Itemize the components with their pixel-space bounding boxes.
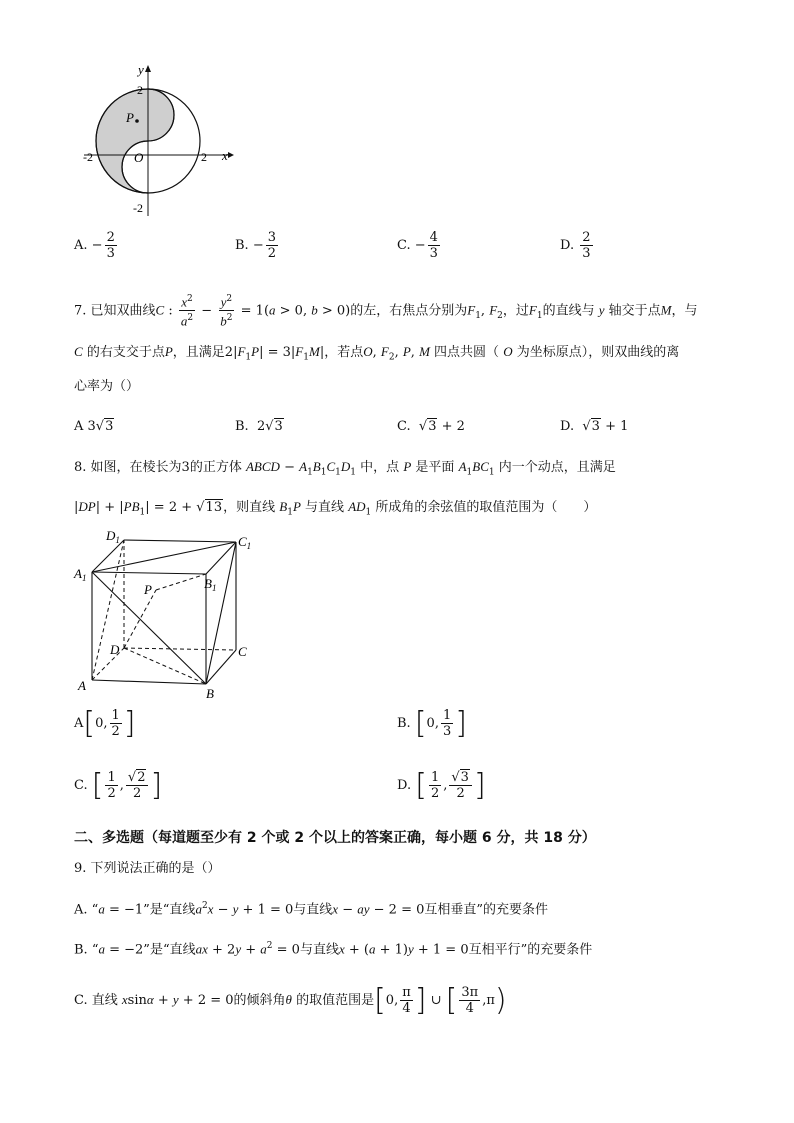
label-D: D: [110, 642, 120, 657]
edge-C1-B: [206, 542, 236, 684]
label-C1: $C_1$: [238, 534, 252, 551]
q9-a-mid2: 与直线: [293, 902, 333, 918]
q7-b-label: B.: [235, 419, 249, 434]
cube-figure: [70, 528, 270, 700]
q8-text-4: 是平面: [415, 460, 455, 475]
label-D1: $D_1$: [106, 528, 120, 545]
q9-option-a: A. “a = −1”是“直线$a^2x - y + 1 = 0$与直线x − ay − 2 = 0互相垂直”的充要条件: [74, 901, 549, 918]
q6-b-den: 2: [267, 246, 277, 261]
x-axis-arrow: [228, 152, 234, 158]
q6-c-label: C.: [397, 238, 411, 253]
hidden-A-D1: [92, 540, 124, 680]
q9-a-pre: A. “: [74, 902, 99, 918]
q9-c-mid2: 的取值范围是: [296, 993, 375, 1008]
q6-a-label: A.: [74, 238, 88, 253]
q7-line2: C 的右支交于点P，且满足$2|F_1P| = 3|F_1M|$，若点O, $F_2$, P, M 四点共圆（ O 为坐标原点），则双曲线的离: [74, 344, 680, 363]
edge-B-C: [206, 650, 236, 684]
q6-c-den: 3: [429, 246, 438, 261]
q8-text-2: 的正方体: [189, 460, 242, 475]
q8-option-a: A [ 0, $\frac{1}{2}$ ]: [74, 705, 136, 741]
q8-d-label: D.: [397, 778, 412, 793]
q7-text-4: 的直线与: [542, 303, 595, 319]
q8-text-6: ，则直线: [223, 500, 276, 515]
q9-b-mid: ”是“直线: [143, 942, 196, 958]
q8-b-label: B.: [397, 716, 411, 731]
q9-a-end: 互相垂直”的充要条件: [424, 902, 549, 918]
q7-text-10: 四点共圆（: [434, 345, 500, 360]
q6-a-den: 3: [106, 246, 115, 261]
label-A1: $A_1$: [74, 566, 87, 583]
q8-line1: 8. 如图，在棱长为3的正方体 ABCD − $A_1B_1C_1D_1$ 中，点 P 是平面 $A_1BC_1$ 内一个动点，且满足: [74, 459, 616, 478]
q7-line1: 7. 已知双曲线C : $\frac{x^2}{a^2}$ − $\frac{y^2}{b^2}$ = 1(a > 0, b > 0)的左，右焦点分别为$F_1$, $F_2$，过$F_1$的直线与 y 轴交于点M，与: [74, 294, 698, 329]
q8-option-b: B. [ 0, $\frac{1}{3}$ ]: [397, 705, 467, 741]
tick-right: 2: [201, 150, 207, 164]
edge-A1-C1: [92, 542, 236, 572]
q6-option-a: [74, 230, 119, 261]
label-C: C: [238, 644, 247, 659]
q7-text-5: 轴交于点: [608, 303, 661, 319]
q7-line3: 心率为（）: [74, 379, 140, 394]
q9-c-pre: C. 直线: [74, 993, 118, 1008]
q9-c-mid: 的倾斜角: [233, 993, 286, 1008]
hidden-D-B: [124, 648, 206, 684]
q9-b-mid2: 与直线: [299, 942, 339, 958]
q7-a-label: A: [74, 419, 84, 434]
q7-option-b: B. 2√3: [235, 419, 283, 434]
tick-bottom: -2: [133, 201, 143, 215]
label-A: A: [78, 678, 86, 693]
q8-line2: $|DP| + |PB_1| = 2 + √13$，则直线 $B_1P$ 与直线 $AD_1$ 所成角的余弦值的取值范围为（ ）: [74, 499, 597, 518]
q8-text-3: 中，点: [360, 460, 400, 475]
q7-c-label: C.: [397, 419, 411, 434]
label-P: P: [144, 582, 152, 597]
hidden-D-C: [124, 648, 236, 650]
label-B: B: [206, 686, 214, 700]
q8-c-label: C.: [74, 778, 88, 793]
q7-text-7: 的右支交于点: [86, 345, 165, 360]
q8-text-5: 内一个动点，且满足: [498, 460, 616, 475]
q6-a-num: 2: [106, 230, 115, 245]
edge-A-B: [92, 680, 206, 684]
q6-b-label: B.: [235, 238, 249, 253]
q8-a-label: A: [74, 716, 84, 731]
q7-d-label: D.: [560, 419, 575, 434]
q6-d-den: 3: [582, 246, 591, 261]
q9-b-pre: B. “: [74, 942, 99, 958]
point-p-label: P: [126, 110, 134, 125]
q6-b-sign: −: [252, 238, 264, 253]
section-2-title: 二、多选题（每道题至少有 2 个或 2 个以上的答案正确，每小题 6 分，共 18 分）: [74, 830, 596, 846]
y-axis-arrow: [145, 65, 151, 72]
q9-stem: 9. 下列说法正确的是（）: [74, 861, 221, 876]
q7-text-1: 7. 已知双曲线: [74, 303, 156, 319]
q6-d-num: 2: [582, 230, 591, 245]
edge-D1-C1: [124, 540, 236, 542]
tick-left: -2: [83, 150, 93, 164]
q9-option-c: C. 直线 xsinα + y + 2 = 0的倾斜角θ 的取值范围是 [ 0, $\frac{\pi}{4}$ ] ∪ [ $\frac{3\pi}{4}$ ,π ): [74, 982, 507, 1018]
q9-option-b: B. “a = −2”是“直线ax + $2y + a^2 = 0$与直线x + (a + 1)y + 1 = 0互相平行”的充要条件: [74, 941, 593, 958]
q7-text-11: 为坐标原点），则双曲线的离: [516, 345, 680, 360]
x-axis-label: x: [222, 148, 228, 163]
q6-option-b: [235, 230, 280, 261]
q7-option-c: C. √3 + 2: [397, 419, 465, 434]
q9-b-end: 互相平行”的充要条件: [468, 942, 593, 958]
q6-option-c: [397, 230, 442, 261]
q8-text-7: 与直线: [305, 500, 345, 515]
q6-b-num: 3: [267, 230, 277, 245]
q7-text-9: ，若点: [324, 345, 364, 360]
edge-A1-B1: [92, 572, 206, 574]
q6-c-num: 4: [429, 230, 438, 245]
q7-option-a: A 3√3: [74, 419, 114, 434]
label-B1: $B_1$: [204, 576, 217, 593]
q6-option-d: [560, 230, 595, 261]
q7-text-8: ，且满足: [172, 345, 225, 360]
q6-d-label: D.: [560, 238, 575, 253]
q8-text-1: 8. 如图，在棱长为: [74, 460, 182, 475]
q7-text-6: ，与: [671, 303, 698, 319]
q7-text-3: ，过: [502, 303, 529, 319]
point-p-dot: [135, 119, 139, 123]
q8-option-c: C. [ $\frac{1}{2}$ , $\frac{√2}{2}$ ]: [74, 767, 163, 803]
q7-option-d: D. √3 + 1: [560, 419, 629, 434]
origin-label: O: [134, 150, 144, 165]
q8-option-d: D. [ $\frac{1}{2}$ , $\frac{√3}{2}$ ]: [397, 767, 486, 803]
tick-top: 2: [137, 83, 143, 97]
q6-a-sign: −: [91, 238, 103, 253]
hidden-P-B1: [156, 574, 206, 590]
q6-c-sign: −: [414, 238, 426, 253]
y-axis-label: y: [138, 62, 144, 77]
q7-text-2: 的左，右焦点分别为: [350, 303, 468, 319]
q8-text-8: 所成角的余弦值的取值范围为（ ）: [375, 500, 597, 515]
q9-a-mid: ”是“直线: [143, 902, 196, 918]
shaded-region: [96, 89, 174, 193]
taiji-figure: [70, 58, 240, 228]
